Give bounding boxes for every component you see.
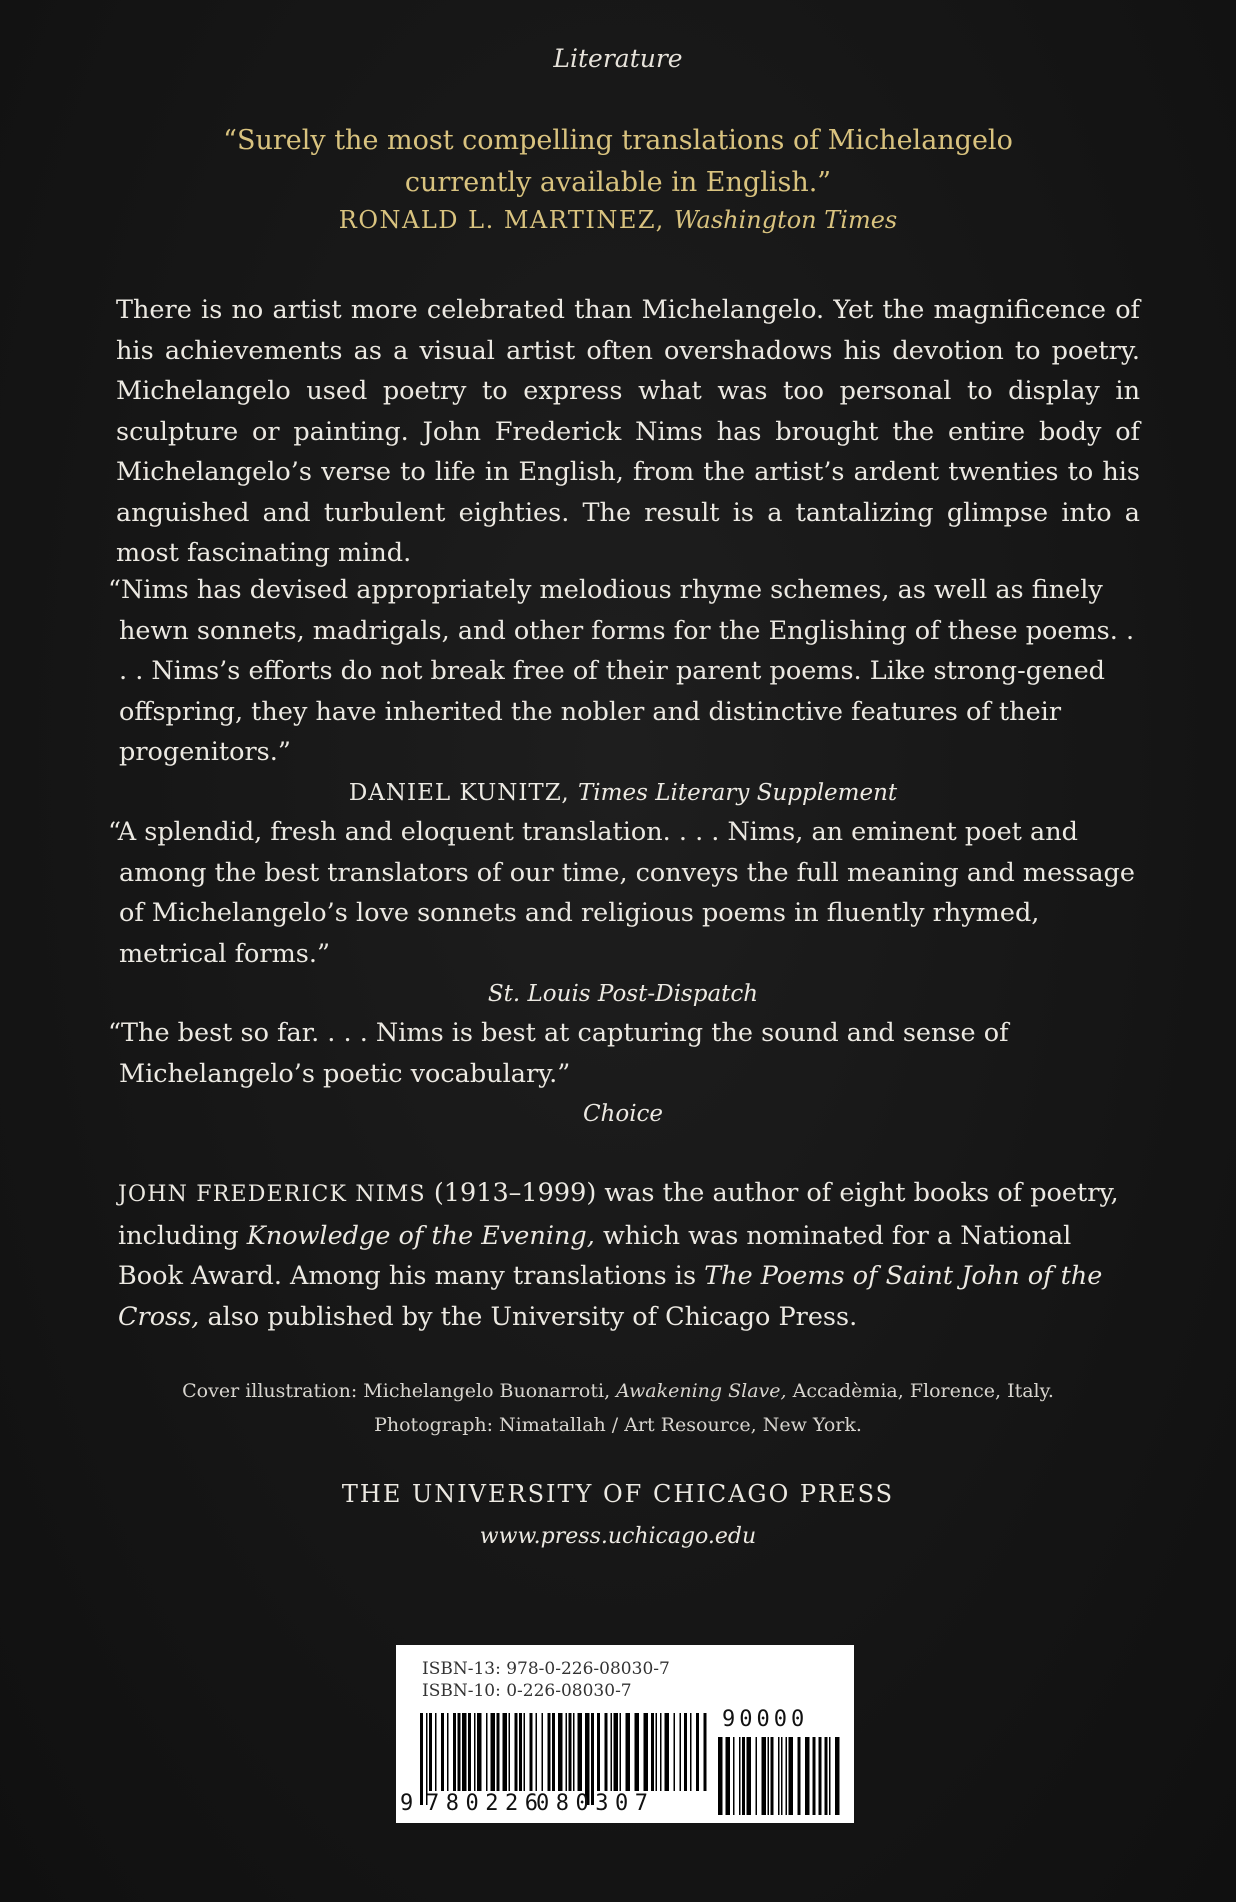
barcode-bar: [718, 1737, 723, 1815]
lead-quote-publication: Washington Times: [673, 206, 898, 234]
blurb-kunitz: [108, 570, 1138, 813]
category-label: Literature: [553, 44, 683, 73]
barcode-bar: [726, 1737, 731, 1815]
barcode-bar: [573, 1713, 575, 1791]
barcode-digits-right: 080307: [536, 1791, 655, 1816]
barcode-bar: [696, 1713, 699, 1791]
photograph-credit: Photograph: Nimatallah / Art Resource, New York.: [374, 1414, 862, 1436]
barcode-bar: [497, 1713, 500, 1791]
barcode-bar: [644, 1713, 649, 1791]
barcode-bar: [635, 1713, 640, 1791]
isbn-10: ISBN-10: 0-226-08030-7: [422, 1681, 632, 1701]
barcode-bar: [704, 1713, 707, 1791]
cover-credits: [0, 1374, 1236, 1442]
barcode-bar: [447, 1713, 449, 1791]
barcode-bar: [611, 1713, 613, 1791]
lead-quote-author: RONALD L. MARTINEZ,: [338, 206, 665, 234]
credit-suffix: Accadèmia, Florence, Italy.: [786, 1380, 1054, 1402]
lead-quote: [118, 120, 1118, 204]
barcode-bar: [778, 1737, 780, 1815]
barcode-bar: [458, 1713, 461, 1791]
barcode-addon-digits: 90000: [722, 1707, 809, 1732]
barcode-bar: [742, 1737, 745, 1815]
barcode-bar: [420, 1713, 423, 1805]
barcode-bar: [825, 1737, 828, 1815]
barcode-bar: [614, 1713, 619, 1791]
barcode-bar: [651, 1713, 654, 1791]
barcode-bar: [566, 1713, 568, 1791]
credit-prefix: Cover illustration: Michelangelo Buonarroti,: [182, 1380, 617, 1402]
blurb-post-dispatch: [108, 812, 1138, 1015]
barcode-bar: [733, 1737, 735, 1815]
barcode-bar: [768, 1737, 770, 1815]
barcode-bar: [597, 1713, 600, 1791]
barcode-bar: [462, 1713, 467, 1791]
barcode-bar: [656, 1713, 658, 1791]
barcode-bar: [835, 1737, 840, 1815]
barcode-bar: [558, 1713, 563, 1791]
barcode-bar: [771, 1737, 774, 1815]
barcode-bar: [626, 1713, 631, 1791]
blurb-quote: “Nims has devised appropriately melodious rhyme schemes, as well as finely hewn sonnets, madrigals, and other forms for the Englishing of these poems. . . . Nims’s efforts do not break free of their parent poems. Like strong-gened offspring, they have inherited the nobler and distinctive features of their progenitors.”: [108, 575, 1135, 767]
barcode-bar: [477, 1713, 482, 1791]
barcode-bar: [665, 1713, 670, 1791]
barcode-bar: [441, 1713, 444, 1791]
blurb-attribution: [108, 773, 1138, 814]
barcode-bar: [569, 1713, 572, 1791]
barcode-bar: [756, 1737, 758, 1815]
barcode-lead-digit: 9: [400, 1791, 414, 1816]
blurb-publication: Choice: [582, 1101, 664, 1127]
barcode-bar: [813, 1737, 816, 1815]
blurb-publication: Times Literary Supplement: [577, 779, 898, 806]
barcode-bar: [819, 1737, 822, 1815]
barcode-bar: [486, 1713, 488, 1791]
barcode-bar: [762, 1737, 767, 1815]
barcode-bar: [536, 1713, 538, 1791]
barcode-bar: [786, 1737, 788, 1815]
barcode-bar: [660, 1713, 662, 1791]
barcode-bar: [747, 1737, 752, 1815]
barcode-bar: [684, 1713, 687, 1791]
bio-title-2: The Poems of Saint John of the Cross,: [118, 1261, 1103, 1332]
cover-illustration-credit: [0, 1374, 1236, 1408]
barcode-bar: [680, 1713, 682, 1791]
bio-text-3: also published by the University of Chicago Press.: [199, 1301, 858, 1332]
book-description: There is no artist more celebrated than Michelangelo. Yet the magnificence of his achievements as a visual artist often overshadows his devotion to poetry. Michelangelo used poetry to express what was too personal to display in sculpture or painting. John Frederick Nims has brought the entire body of Michelangelo’s verse to life in English, from the artist’s ardent twenties to his anguished and turbulent eighties. The result is a tantalizing glimpse into a most fascinating mind.: [116, 295, 1140, 568]
barcode-bar: [453, 1713, 456, 1791]
barcode-bar: [491, 1713, 496, 1791]
lead-quote-attribution: [118, 206, 1118, 234]
barcode-bar: [798, 1737, 801, 1815]
barcode-bar: [548, 1713, 551, 1791]
barcode-bar: [781, 1737, 783, 1815]
barcode-bar: [519, 1713, 522, 1791]
barcode-bar: [503, 1713, 508, 1791]
barcode-bar: [829, 1737, 831, 1815]
barcode-bar: [789, 1737, 794, 1815]
lead-quote-line-2: currently available in English.”: [404, 167, 832, 198]
blurb-choice: [108, 1013, 1138, 1135]
blurb-quote: “The best so far. . . . Nims is best at capturing the sound and sense of Michelangelo’s poetic vocabulary.”: [108, 1018, 1009, 1089]
barcode-bar: [435, 1713, 437, 1791]
barcode-bar: [739, 1737, 741, 1815]
bio-title-1: Knowledge of the Evening,: [246, 1220, 595, 1251]
blurb-quote: “A splendid, fresh and eloquent translation. . . . Nims, an eminent poet and among the best translators of our time, conveys the full meaning and message of Michelangelo’s love sonnets and religious poems in fluently rhymed, metrical forms.”: [108, 817, 1135, 969]
barcode-bar: [674, 1713, 676, 1791]
barcode-bar: [515, 1713, 518, 1791]
isbn-13: ISBN-13: 978-0-226-08030-7: [422, 1659, 670, 1679]
publisher-name: THE UNIVERSITY OF CHICAGO PRESS: [341, 1480, 895, 1508]
blurb-author: DANIEL KUNITZ,: [348, 779, 570, 806]
isbn-barcode: [396, 1645, 854, 1823]
barcode-bar: [578, 1713, 583, 1791]
credit-work-title: Awakening Slave,: [616, 1380, 787, 1402]
barcode-bar: [524, 1713, 526, 1791]
blurb-publication: St. Louis Post-Dispatch: [487, 981, 759, 1007]
author-bio: [118, 1173, 1130, 1337]
barcode-bar: [542, 1713, 544, 1791]
publisher-website: www.press.uchicago.edu: [479, 1524, 757, 1549]
barcode-bar: [509, 1713, 511, 1791]
barcode-bar: [552, 1713, 555, 1791]
barcode-bar: [605, 1713, 608, 1791]
barcode-bar: [530, 1713, 533, 1791]
barcode-bar: [468, 1713, 471, 1791]
barcode-bar: [805, 1737, 810, 1815]
barcode-bar: [690, 1713, 692, 1791]
barcode-bar: [620, 1713, 622, 1791]
bio-text-2: which was nominated for a National Book Award. Among his many translations is: [118, 1220, 1072, 1291]
barcode-digits-left: 780226: [426, 1791, 545, 1816]
author-name: JOHN FREDERICK NIMS: [118, 1182, 426, 1207]
lead-quote-line-1: “Surely the most compelling translations of Michelangelo: [223, 125, 1013, 156]
bio-text-1: (1913–1999) was the author of eight books of poetry, including: [118, 1178, 1119, 1251]
barcode-bar: [474, 1713, 476, 1791]
barcode-bar: [429, 1713, 432, 1791]
